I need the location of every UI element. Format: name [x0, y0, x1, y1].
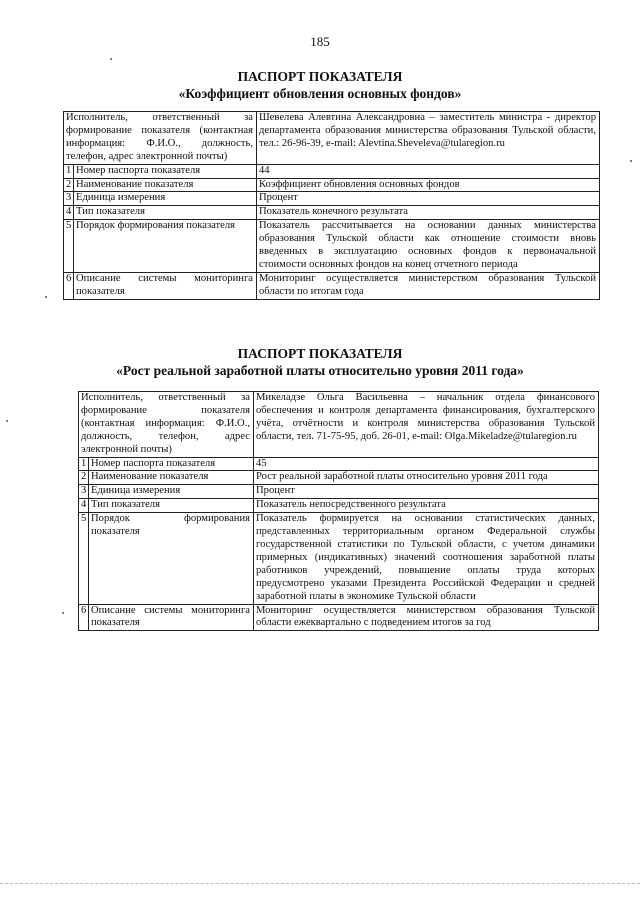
table-row	[64, 178, 600, 192]
row-value: Коэффициент обновления основных фондов	[257, 178, 600, 192]
passport-2-heading	[0, 345, 640, 379]
passport-1-subtitle: «Коэффициент обновления основных фондов»	[178, 86, 462, 101]
row-value: Мониторинг осуществляется министерством образования Тульской области ежеквартально с подведением итогов за год	[254, 604, 599, 631]
row-value: Процент	[257, 192, 600, 206]
row-number: 4	[64, 206, 74, 220]
row-number: 1	[79, 457, 89, 471]
row-value: 44	[257, 164, 600, 178]
row-label: Порядок формирования показателя	[89, 513, 254, 604]
row-label: Описание системы мониторинга показателя	[89, 604, 254, 631]
passport-1-heading	[0, 68, 640, 102]
row-value: Показатель конечного результата	[257, 206, 600, 220]
table-row	[64, 206, 600, 220]
table-row	[64, 220, 600, 273]
scan-speck	[6, 420, 8, 422]
row-value: Показатель формируется на основании статистических данных, представленных территориальным органом Федеральной службы государственной статистики по Тульской области, с учетом динамики примерных (индикативных) значений соотношения заработной платы работников учреждений, повышение оплаты труда которых предусмотрено указами Президента Российской Федерации и средней заработной платы в экономике Тульской области	[254, 513, 599, 604]
executor-value: Микеладзе Ольга Васильевна – начальник отдела финансового обеспечения и контроля департамента финансирования, бухгалтерского учёта, отчётности и контроля министерства образования Тульской области, тел. 71-75-95, доб. 26-01, e-mail: Olga.Mikeladze@tularegion.ru	[254, 392, 599, 458]
scan-bottom-line	[0, 883, 640, 884]
row-number: 3	[79, 485, 89, 499]
table-row	[79, 499, 599, 513]
executor-label: Исполнитель, ответственный за формирование показателя (контактная информация: Ф.И.О., должность, телефон, адрес электронной почты)	[79, 392, 254, 458]
table-row	[79, 392, 599, 458]
table-row	[64, 112, 600, 165]
row-value: Мониторинг осуществляется министерством образования Тульской области по итогам года	[257, 272, 600, 299]
row-label: Единица измерения	[74, 192, 257, 206]
row-label: Тип показателя	[74, 206, 257, 220]
table-row	[64, 272, 600, 299]
row-label: Наименование показателя	[74, 178, 257, 192]
row-label: Наименование показателя	[89, 471, 254, 485]
row-number: 5	[79, 513, 89, 604]
passport-2-subtitle: «Рост реальной заработной платы относительно уровня 2011 года»	[116, 363, 524, 378]
table-row	[79, 471, 599, 485]
row-number: 6	[64, 272, 74, 299]
scan-speck	[62, 612, 64, 614]
row-value: Рост реальной заработной платы относительно уровня 2011 года	[254, 471, 599, 485]
row-label: Описание системы мониторинга показателя	[74, 272, 257, 299]
row-number: 5	[64, 220, 74, 273]
row-number: 2	[79, 471, 89, 485]
row-value: Показатель рассчитывается на основании данных министерства образования Тульской области как отношение стоимости вновь введенных в эксплуатацию основных фондов к первоначальной стоимости основных фондов на конец отчетного периода	[257, 220, 600, 273]
row-label: Номер паспорта показателя	[74, 164, 257, 178]
executor-label: Исполнитель, ответственный за формирование показателя (контактная информация: Ф.И.О., должность, телефон, адрес электронной почты)	[64, 112, 257, 165]
row-number: 2	[64, 178, 74, 192]
table-row	[79, 457, 599, 471]
row-value: Процент	[254, 485, 599, 499]
scan-speck	[630, 160, 632, 162]
table-row	[79, 485, 599, 499]
scan-speck	[45, 296, 47, 298]
row-label: Номер паспорта показателя	[89, 457, 254, 471]
row-number: 6	[79, 604, 89, 631]
passport-2-table	[78, 391, 599, 631]
row-number: 4	[79, 499, 89, 513]
row-label: Единица измерения	[89, 485, 254, 499]
row-value: Показатель непосредственного результата	[254, 499, 599, 513]
table-row	[64, 164, 600, 178]
row-value: 45	[254, 457, 599, 471]
table-row	[64, 192, 600, 206]
row-number: 1	[64, 164, 74, 178]
row-label: Порядок формирования показателя	[74, 220, 257, 273]
scan-speck	[110, 58, 112, 60]
passport-1-title: ПАСПОРТ ПОКАЗАТЕЛЯ	[237, 69, 403, 84]
row-number: 3	[64, 192, 74, 206]
passport-2-title: ПАСПОРТ ПОКАЗАТЕЛЯ	[237, 346, 403, 361]
table-row	[79, 513, 599, 604]
table-row	[79, 604, 599, 631]
executor-value: Шевелева Алевтина Александровна – заместитель министра - директор департамента образования министерства образования Тульской области, тел.: 26-96-39, e-mail: Alevtina.Sheveleva@tularegion.ru	[257, 112, 600, 165]
row-label: Тип показателя	[89, 499, 254, 513]
page-number: 185	[310, 34, 330, 49]
passport-1-table	[63, 111, 600, 300]
